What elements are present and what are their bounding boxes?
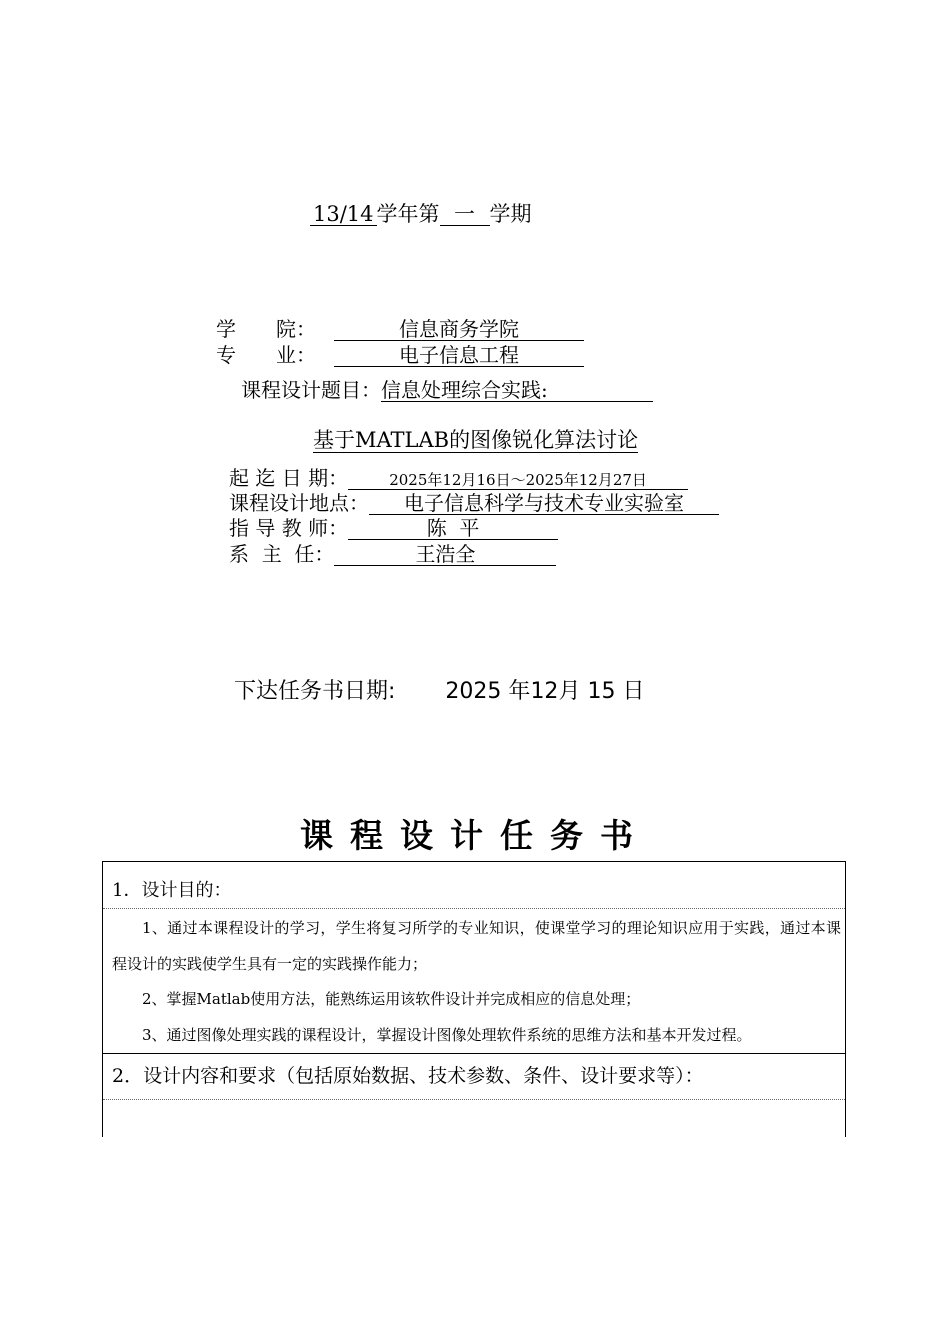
dates-value: 2025年12月16日～2025年12月27日 xyxy=(348,473,688,490)
director-value: 王浩全 xyxy=(334,544,556,566)
task-table xyxy=(102,861,846,1137)
semester-label-a: 学年第 xyxy=(376,202,440,226)
advisor-value: 陈 平 xyxy=(348,518,558,540)
issue-label: 下达任务书日期: xyxy=(234,679,396,704)
topic-row xyxy=(241,374,653,403)
topic-subtitle xyxy=(313,424,638,454)
place-value: 电子信息科学与技术专业实验室 xyxy=(369,493,719,515)
issue-year: 2025 xyxy=(445,679,502,704)
semester-line xyxy=(310,198,532,228)
semester-years: 13/14 xyxy=(310,203,377,226)
major-row xyxy=(216,339,584,368)
college-value: 信息商务学院 xyxy=(334,319,584,341)
advisor-row xyxy=(229,512,558,541)
topic-label: 课程设计题目： xyxy=(241,378,381,402)
issue-year-char: 年 xyxy=(508,679,531,704)
place-label: 课程设计地点： xyxy=(229,491,369,515)
major-label: 专 业： xyxy=(216,343,316,367)
director-row xyxy=(229,538,556,567)
issue-day: 15 xyxy=(587,679,616,704)
semester-label-b: 学期 xyxy=(489,202,532,226)
dates-label: 起 迄 日 期： xyxy=(229,466,349,490)
section1-item: 1、通过本课程设计的学习，学生将复习所学的专业知识，使课堂学习的理论知识应用于实践，通过本课程设计的实践使学生具有一定的实践操作能力； xyxy=(112,919,841,973)
section2-title: 2．设计内容和要求（包括原始数据、技术参数、条件、设计要求等）： xyxy=(112,1065,704,1088)
issue-month-char: 月 xyxy=(558,679,581,704)
section2-body xyxy=(103,1099,845,1106)
semester-term: 一 xyxy=(440,203,490,226)
director-label: 系 主 任： xyxy=(229,542,335,566)
issue-day-char: 日 xyxy=(622,679,645,704)
issue-date-line xyxy=(234,674,644,705)
task-book-title: 课程设计任务书 xyxy=(300,816,650,855)
topic-value: 信息处理综合实践: xyxy=(381,380,653,402)
section1-title: 1．设计目的： xyxy=(112,880,232,901)
topic-subtitle-text: 基于MATLAB的图像锐化算法讨论 xyxy=(313,428,639,452)
major-value: 电子信息工程 xyxy=(334,345,584,367)
issue-month: 12 xyxy=(530,679,559,704)
advisor-label: 指 导 教 师： xyxy=(229,516,349,540)
college-label: 学 院： xyxy=(216,317,316,341)
college-row xyxy=(216,313,584,342)
section1-item: 3、通过图像处理实践的课程设计，掌握设计图像处理软件系统的思维方法和基本开发过程。 xyxy=(142,1025,752,1044)
section1-body xyxy=(103,908,845,1053)
section1-item: 2、掌握Matlab使用方法，能熟练运用该软件设计并完成相应的信息处理； xyxy=(142,990,641,1009)
